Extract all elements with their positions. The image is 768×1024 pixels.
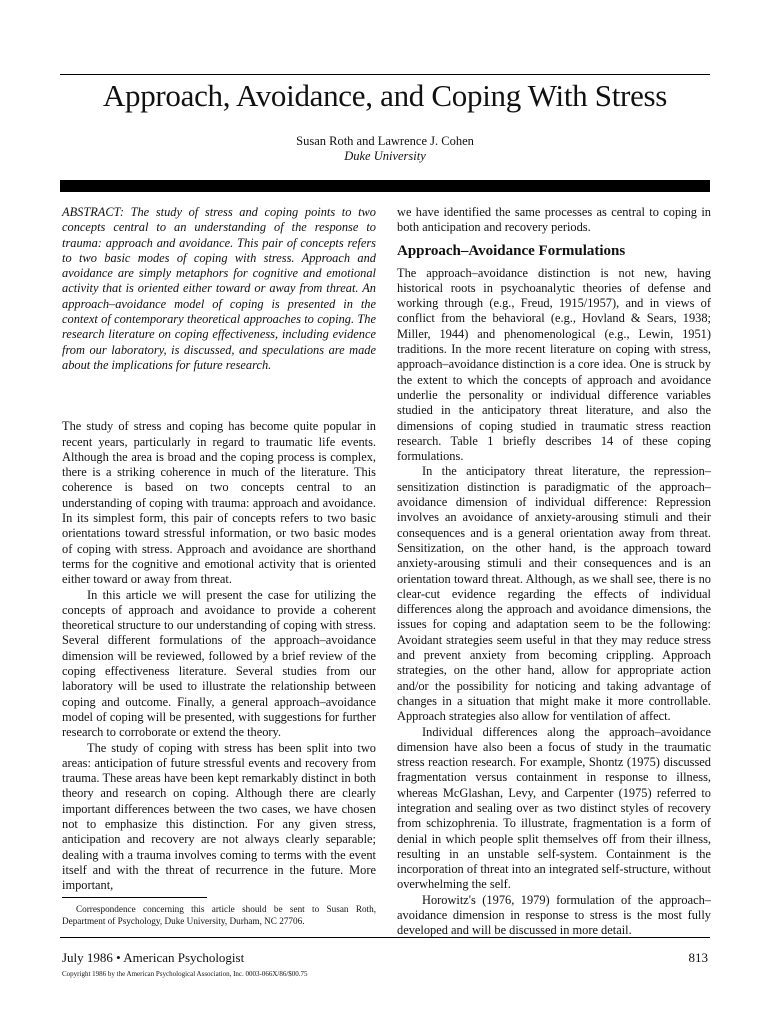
footnote-rule [62, 897, 207, 898]
authors: Susan Roth and Lawrence J. Cohen [296, 134, 474, 148]
article-title: Approach, Avoidance, and Coping With Stress [102, 78, 668, 113]
body-paragraph: The approach–avoidance distinction is not new, having historical roots in psychoanalytic theories of defense and working through (e.g., Freud, 1915/1957), and in views of conflict from the behavioral (e.g., Hovland & Sears, 1938; Miller, 1944) and phenomenological (e.g., Lewin, 1951) traditions. In the more recent literature on coping with stress, approach–avoidance distinction is a core idea. One is struck by the extent to which the concepts of approach and avoidance underlie the personality or individual difference variables studied in the anticipatory threat literature, and also the dimensions of coping studied in traumatic stress reaction research. Table 1 briefly describes 14 of these coping formulations. [397, 265, 711, 464]
journal-citation: July 1986 • American Psychologist [62, 950, 245, 965]
section-heading: Approach–Avoidance Formulations [397, 242, 626, 259]
left-column [62, 205, 376, 893]
header-bar [60, 180, 710, 192]
abstract-spacer [62, 373, 376, 419]
body-paragraph: In the anticipatory threat literature, the repression–sensitization distinction is paradigmatic of the approach–avoidance dimension of individual difference: Repression involves an avoidance of anxiety-arousing stimuli and their consequences and is a general orientation away from threat. Sensitization, on the other hand, is the approach toward anxiety-arousing stimuli and their consequences and is an orientation toward threat. Although, as we shall see, there is no clear-cut evidence regarding the effects of individual differences along the approach and avoidance dimensions, the issues for coping and adaptation seem to be the following: Avoidant strategies seem useful in that they may reduce stress and prevent anxiety from becoming crippling. Approach strategies, on the other hand, allow for appropriate action and/or the possibility for noticing and taking advantage of changes in a situation that might make it more controllable. Approach strategies also allow for ventilation of affect. [397, 464, 711, 724]
top-rule [60, 74, 710, 75]
body-paragraph: The study of stress and coping has become quite popular in recent years, particularly in regard to traumatic life events. Although the area is broad and the coping process is complex, there is a striking coherence in much of the literature. This coherence is based on two concepts central to an understanding of coping with trauma: approach and avoidance. In its simplest form, this pair of concepts refers to two basic orientations toward stressful information, or two basic modes of coping with stress. Approach and avoidance are shorthand terms for the cognitive and emotional activity that is oriented either toward or away from threat. [62, 419, 376, 587]
body-paragraph: Individual differences along the approach–avoidance dimension have also been a focus of study in the traumatic stress reaction research. For example, Shontz (1975) discussed fragmentation versus containment in response to illness, whereas McGlashan, Levy, and Carpenter (1975) referred to integration and sealing over as two distinct styles of recovery from schizophrenia. To illustrate, fragmentation is a form of denial in which people split themselves off from their illness, resulting in an unstable self-system. Containment is the incorporation of threat into an integrated self-structure, without overwhelming the self. [397, 724, 711, 892]
footnote: Correspondence concerning this article should be sent to Susan Roth, Department of Psychology, Duke University, Durham, NC 27706. [62, 904, 376, 926]
abstract: ABSTRACT: The study of stress and coping points to two concepts central to an understanding of the response to trauma: approach and avoidance. This pair of concepts refers to two basic modes of coping with stress. Approach and avoidance are simply metaphors for cognitive and emotional activity that is oriented either toward or away from threat. An approach–avoidance model of coping is presented in the context of contemporary theoretical approaches to coping. The research literature on coping effectiveness, including evidence from our laboratory, is discussed, and speculations are made about the implications for future research. [62, 205, 376, 372]
body-paragraph: In this article we will present the case for utilizing the concepts of approach and avoidance to provide a coherent theoretical structure to our understanding of coping with stress. Several different formulations of the approach–avoidance dimension will be reviewed, followed by a brief review of the coping effectiveness literature. Several studies from our laboratory will be used to illustrate the relationship between coping and outcome. Finally, a general approach–avoidance model of coping will be presented, with suggestions for further research to corroborate or extend the theory. [62, 587, 376, 740]
body-paragraph: Horowitz's (1976, 1979) formulation of the approach–avoidance dimension in response to stress is the most fully developed and will be discussed in more detail. [397, 892, 711, 938]
affiliation: Duke University [344, 149, 426, 163]
copyright-line: Copyright 1986 by the American Psychological Association, Inc. 0003-066X/86/$00.75 [62, 970, 308, 978]
body-paragraph: we have identified the same processes as central to coping in both anticipation and recovery periods. [397, 205, 711, 235]
right-column [397, 205, 711, 939]
page-number: 813 [688, 950, 708, 965]
footer-rule [60, 937, 710, 938]
body-paragraph: The study of coping with stress has been split into two areas: anticipation of future stressful events and recovery from trauma. These areas have been kept remarkably distinct in both theory and research on coping. Although there are clearly important differences between the two cases, we have chosen not to emphasize this distinction. For any given stress, anticipation and recovery are not always clearly separable; dealing with a trauma involves coming to terms with the event itself and with the threat of recurrence in the future. More important, [62, 740, 376, 893]
